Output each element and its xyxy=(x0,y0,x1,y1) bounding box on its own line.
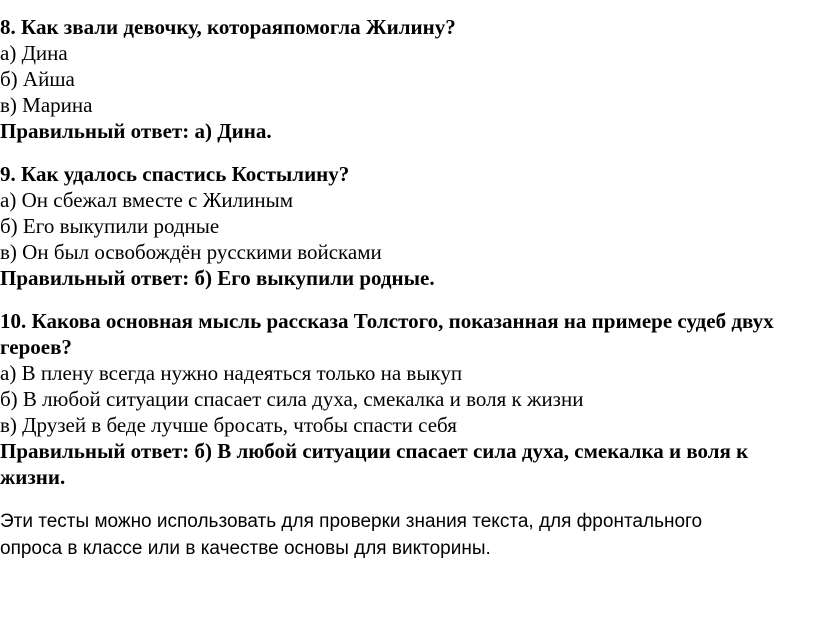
question-title: 10. Какова основная мысль рассказа Толстого, показанная на примере судеб двух героев? xyxy=(0,309,774,359)
answer-option-b: б) Его выкупили родные xyxy=(0,214,220,238)
question-9 xyxy=(0,161,812,291)
correct-answer: Правильный ответ: а) Дина. xyxy=(0,119,272,143)
answer-option-c: в) Марина xyxy=(0,93,93,117)
answer-option-c: в) Друзей в беде лучше бросать, чтобы спасти себя xyxy=(0,413,457,437)
answer-option-c: в) Он был освобождён русскими войсками xyxy=(0,240,382,264)
answer-option-a: а) В плену всегда нужно надеяться только на выкуп xyxy=(0,361,463,385)
question-title: 8. Как звали девочку, котораяпомогла Жилину? xyxy=(0,15,456,39)
answer-option-a: а) Он сбежал вместе с Жилиным xyxy=(0,188,294,212)
answer-option-b: б) Айша xyxy=(0,67,75,91)
footer-note xyxy=(0,508,812,562)
document-page xyxy=(0,14,812,562)
correct-answer: Правильный ответ: б) Его выкупили родные. xyxy=(0,266,435,290)
question-10 xyxy=(0,308,812,490)
footer-line-2: опроса в классе или в качестве основы для викторины. xyxy=(0,538,491,559)
question-8 xyxy=(0,14,812,144)
answer-option-b: б) В любой ситуации спасает сила духа, смекалка и воля к жизни xyxy=(0,387,584,411)
question-title: 9. Как удалось спастись Костылину? xyxy=(0,162,350,186)
answer-option-a: а) Дина xyxy=(0,41,68,65)
correct-answer: Правильный ответ: б) В любой ситуации спасает сила духа, смекалка и воля к жизни. xyxy=(0,439,749,489)
footer-line-1: Эти тесты можно использовать для проверки знания текста, для фронтального xyxy=(0,511,703,532)
